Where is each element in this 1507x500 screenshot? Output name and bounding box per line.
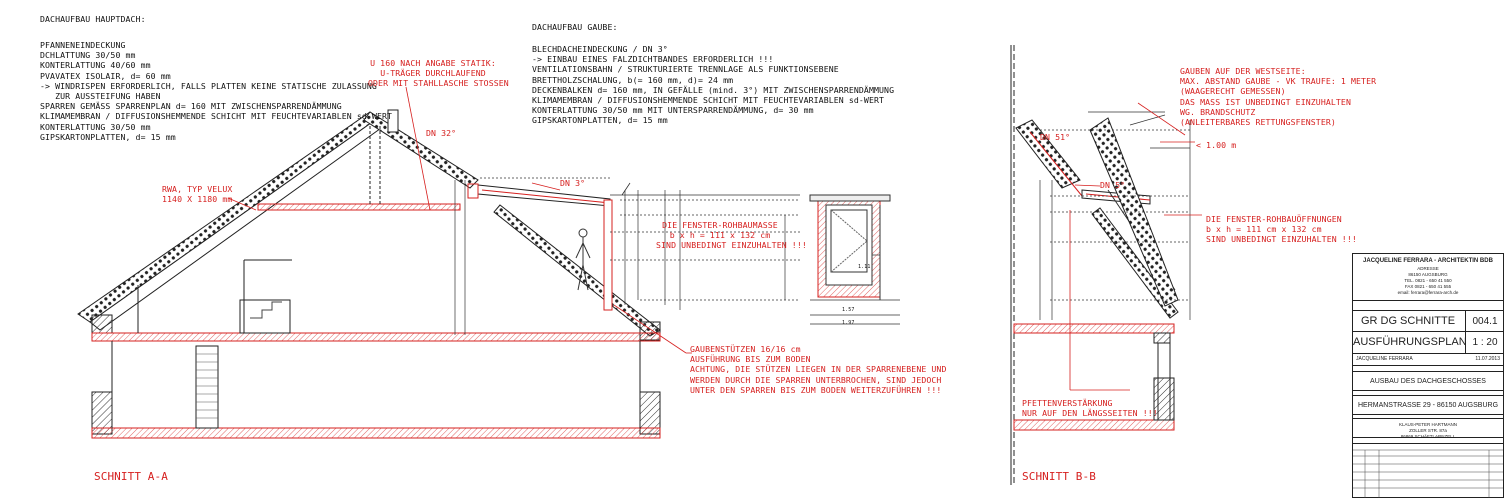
note-line: WERDEN DURCH DIE SPARREN UNTERBROCHEN, SIND JEDOCH xyxy=(690,374,942,385)
plan-type: AUSFÜHRUNGSPLAN xyxy=(1353,336,1467,348)
note-line: DIE FENSTER-ROHBAUÖFFNUNGEN xyxy=(1206,214,1342,224)
drawing-title-row xyxy=(1353,310,1503,332)
spec-line: SPARREN GEMÄSS SPARRENPLAN d= 160 MIT ZWISCHENSPARRENDÄMMUNG xyxy=(40,101,342,112)
drawn-by: JACQUELINE FERRARA xyxy=(1356,356,1413,362)
drawing-title: GR DG SCHNITTE xyxy=(1360,315,1456,327)
address-line: TEL. 0821 - 650 41 550 xyxy=(1404,278,1452,283)
section-b-title: SCHNITT B-B xyxy=(1022,470,1096,483)
max-distance-label: < 1.00 m xyxy=(1196,140,1237,150)
spec-line: KONTERLATTUNG 30/50 mm MIT UNTERSPARRENDÄMMUNG, d= 30 mm xyxy=(532,105,814,116)
dim-label: 1.97 xyxy=(842,320,855,326)
dn51-label: DN 51° xyxy=(1040,132,1071,142)
note-line: NUR AUF DEN LÄNGSSEITEN !!! xyxy=(1022,408,1158,419)
client-line: KLAUS-PETER HARTMANN xyxy=(1399,422,1457,427)
hauptdach-spec-list xyxy=(40,40,392,142)
architect-name: JACQUELINE FERRARA - ARCHITEKTIN BDB xyxy=(1363,258,1493,264)
dn32-label: DN 32° xyxy=(426,128,457,138)
hauptdach-title: DACHAUFBAU HAUPTDACH: xyxy=(40,14,146,24)
revision-grid xyxy=(1353,444,1503,498)
pfetten-note xyxy=(1022,398,1158,418)
note-line: SIND UNBEDINGT EINZUHALTEN !!! xyxy=(656,240,807,251)
section-b-linework xyxy=(1014,103,1202,430)
note-line: b x h = 111 cm x 132 cm xyxy=(1206,224,1322,235)
client-line: 86869 SCHÄFTLARNZELL xyxy=(1400,434,1456,439)
note-line: U 160 NACH ANGABE STATIK: xyxy=(370,58,496,68)
spec-line: KONTERLATTUNG 40/60 mm xyxy=(40,60,151,71)
note-line: GAUBEN AUF DER WESTSEITE: xyxy=(1180,66,1306,76)
note-line: RWA, TYP VELUX xyxy=(162,184,233,194)
project-name: AUSBAU DES DACHGESCHOSSES xyxy=(1370,378,1486,385)
note-line: UNTER DEN SPARREN BIS ZUM BODEN WEITERZUFÜHREN !!! xyxy=(690,384,942,395)
note-line: DIE FENSTER-ROHBAUMASSE xyxy=(662,220,778,230)
fenster-note-a xyxy=(656,220,807,251)
scale: 1 : 20 xyxy=(1465,332,1504,353)
revision-table xyxy=(1353,443,1503,497)
section-a-title: SCHNITT A-A xyxy=(94,470,168,483)
spec-line: -> WINDRISPEN ERFORDERLICH, FALLS PLATTEN KEINE STATISCHE ZULASSUNG xyxy=(40,80,377,91)
u160-note xyxy=(368,58,509,89)
note-line: ACHTUNG, DIE STÜTZEN LIEGEN IN DER SPARRENEBENE UND xyxy=(690,364,947,375)
spec-line: KLIMAMEMBRAN / DIFFUSIONSHEMMENDE SCHICHT MIT FEUCHTEVARIABLEN sd-WERT xyxy=(40,111,393,122)
site-address: HERMANSTRASSE 29 - 86150 AUGSBURG xyxy=(1357,402,1499,409)
address-line: ADRESSE xyxy=(1417,266,1439,271)
note-line: (ANLEITERBARES RETTUNGSFENSTER) xyxy=(1180,117,1336,128)
note-line: 1140 X 1180 mm xyxy=(162,194,233,205)
gaube-title: DACHAUFBAU GAUBE: xyxy=(532,22,618,32)
note-line: WG. BRANDSCHUTZ xyxy=(1180,106,1256,117)
plan-type-row xyxy=(1353,332,1503,354)
note-line: GAUBENSTÜTZEN 16/16 cm xyxy=(690,344,801,354)
architect-box xyxy=(1353,254,1503,301)
address-line: 86150 AUGSBURG xyxy=(1408,272,1448,277)
spec-line: KONTERLATTUNG 30/50 mm xyxy=(40,121,151,132)
dn5-label: DN 5° xyxy=(1100,180,1126,190)
title-block xyxy=(1352,253,1504,498)
project-row xyxy=(1353,371,1503,391)
rwa-note xyxy=(162,184,232,204)
drawn-by-row xyxy=(1353,354,1503,366)
note-line: b x h = 111 x 132 cm xyxy=(669,230,771,241)
gaube-spec-list xyxy=(532,44,894,126)
drawing-number: 004.1 xyxy=(1465,311,1504,332)
note-line: AUSFÜHRUNG BIS ZUM BODEN xyxy=(690,354,811,365)
dim-label: 1.11 xyxy=(858,264,871,270)
dim-label: 1.57 xyxy=(842,307,855,313)
drawing-date: 11.07.2013 xyxy=(1475,356,1500,362)
address-line: email: ferrara@ferrara-arch.de xyxy=(1397,290,1459,295)
spec-line: GIPSKARTONPLATTEN, d= 15 mm xyxy=(532,115,668,126)
fenster-note-b xyxy=(1206,214,1357,245)
spec-line: PVAVATEX ISOLAIR, d= 60 mm xyxy=(40,70,171,81)
note-line: MAX. ABSTAND GAUBE - VK TRAUFE: 1 METER xyxy=(1180,76,1377,87)
client-row xyxy=(1353,418,1503,438)
dn3-label: DN 3° xyxy=(560,178,586,188)
gauben-note xyxy=(1180,66,1376,127)
note-line: SIND UNBEDINGT EINZUHALTEN !!! xyxy=(1206,234,1357,245)
note-line: ODER MIT STAHLLASCHE STOSSEN xyxy=(368,78,509,89)
client-address xyxy=(1353,422,1503,440)
spec-line: VENTILATIONSBAHN / STRUKTURIERTE TRENNLAGE ALS FUNKTIONSEBENE xyxy=(532,64,839,75)
site-row xyxy=(1353,395,1503,415)
spec-line: PFANNENEINDECKUNG xyxy=(40,40,126,50)
spec-line: GIPSKARTONPLATTEN, d= 15 mm xyxy=(40,131,176,142)
spec-line: ZUR AUSSTEIFUNG HABEN xyxy=(40,91,161,102)
note-line: DAS MASS IST UNBEDINGT EINZUHALTEN xyxy=(1180,96,1351,107)
stuetzen-note xyxy=(690,344,947,395)
spec-line: BLECHDACHEINDECKUNG / DN 3° xyxy=(532,44,668,54)
spec-line: KLIMAMEMBRAN / DIFFUSIONSHEMMENDE SCHICHT MIT FEUCHTEVARIABLEN sd-WERT xyxy=(532,95,885,106)
client-line: ZOLLER STR. 87a xyxy=(1409,428,1447,433)
note-line: PFETTENVERSTÄRKUNG xyxy=(1022,398,1113,408)
address-line: FAX 0821 - 650 41 555 xyxy=(1404,284,1452,289)
note-line: U-TRÄGER DURCHLAUFEND xyxy=(380,68,486,79)
note-line: (WAAGERECHT GEMESSEN) xyxy=(1180,86,1286,97)
spec-line: -> EINBAU EINES FALZDICHTBANDES ERFORDERLICH !!! xyxy=(532,54,774,65)
spec-line: DCHLATTUNG 30/50 mm xyxy=(40,50,136,61)
spec-line: BRETTHOLZSCHALUNG, b(= 160 mm, d)= 24 mm xyxy=(532,74,734,85)
spec-line: DECKENBALKEN d= 160 mm, IN GEFÄLLE (mind. 3°) MIT ZWISCHENSPARRENDÄMMUNG xyxy=(532,84,895,95)
architect-address xyxy=(1353,266,1503,296)
